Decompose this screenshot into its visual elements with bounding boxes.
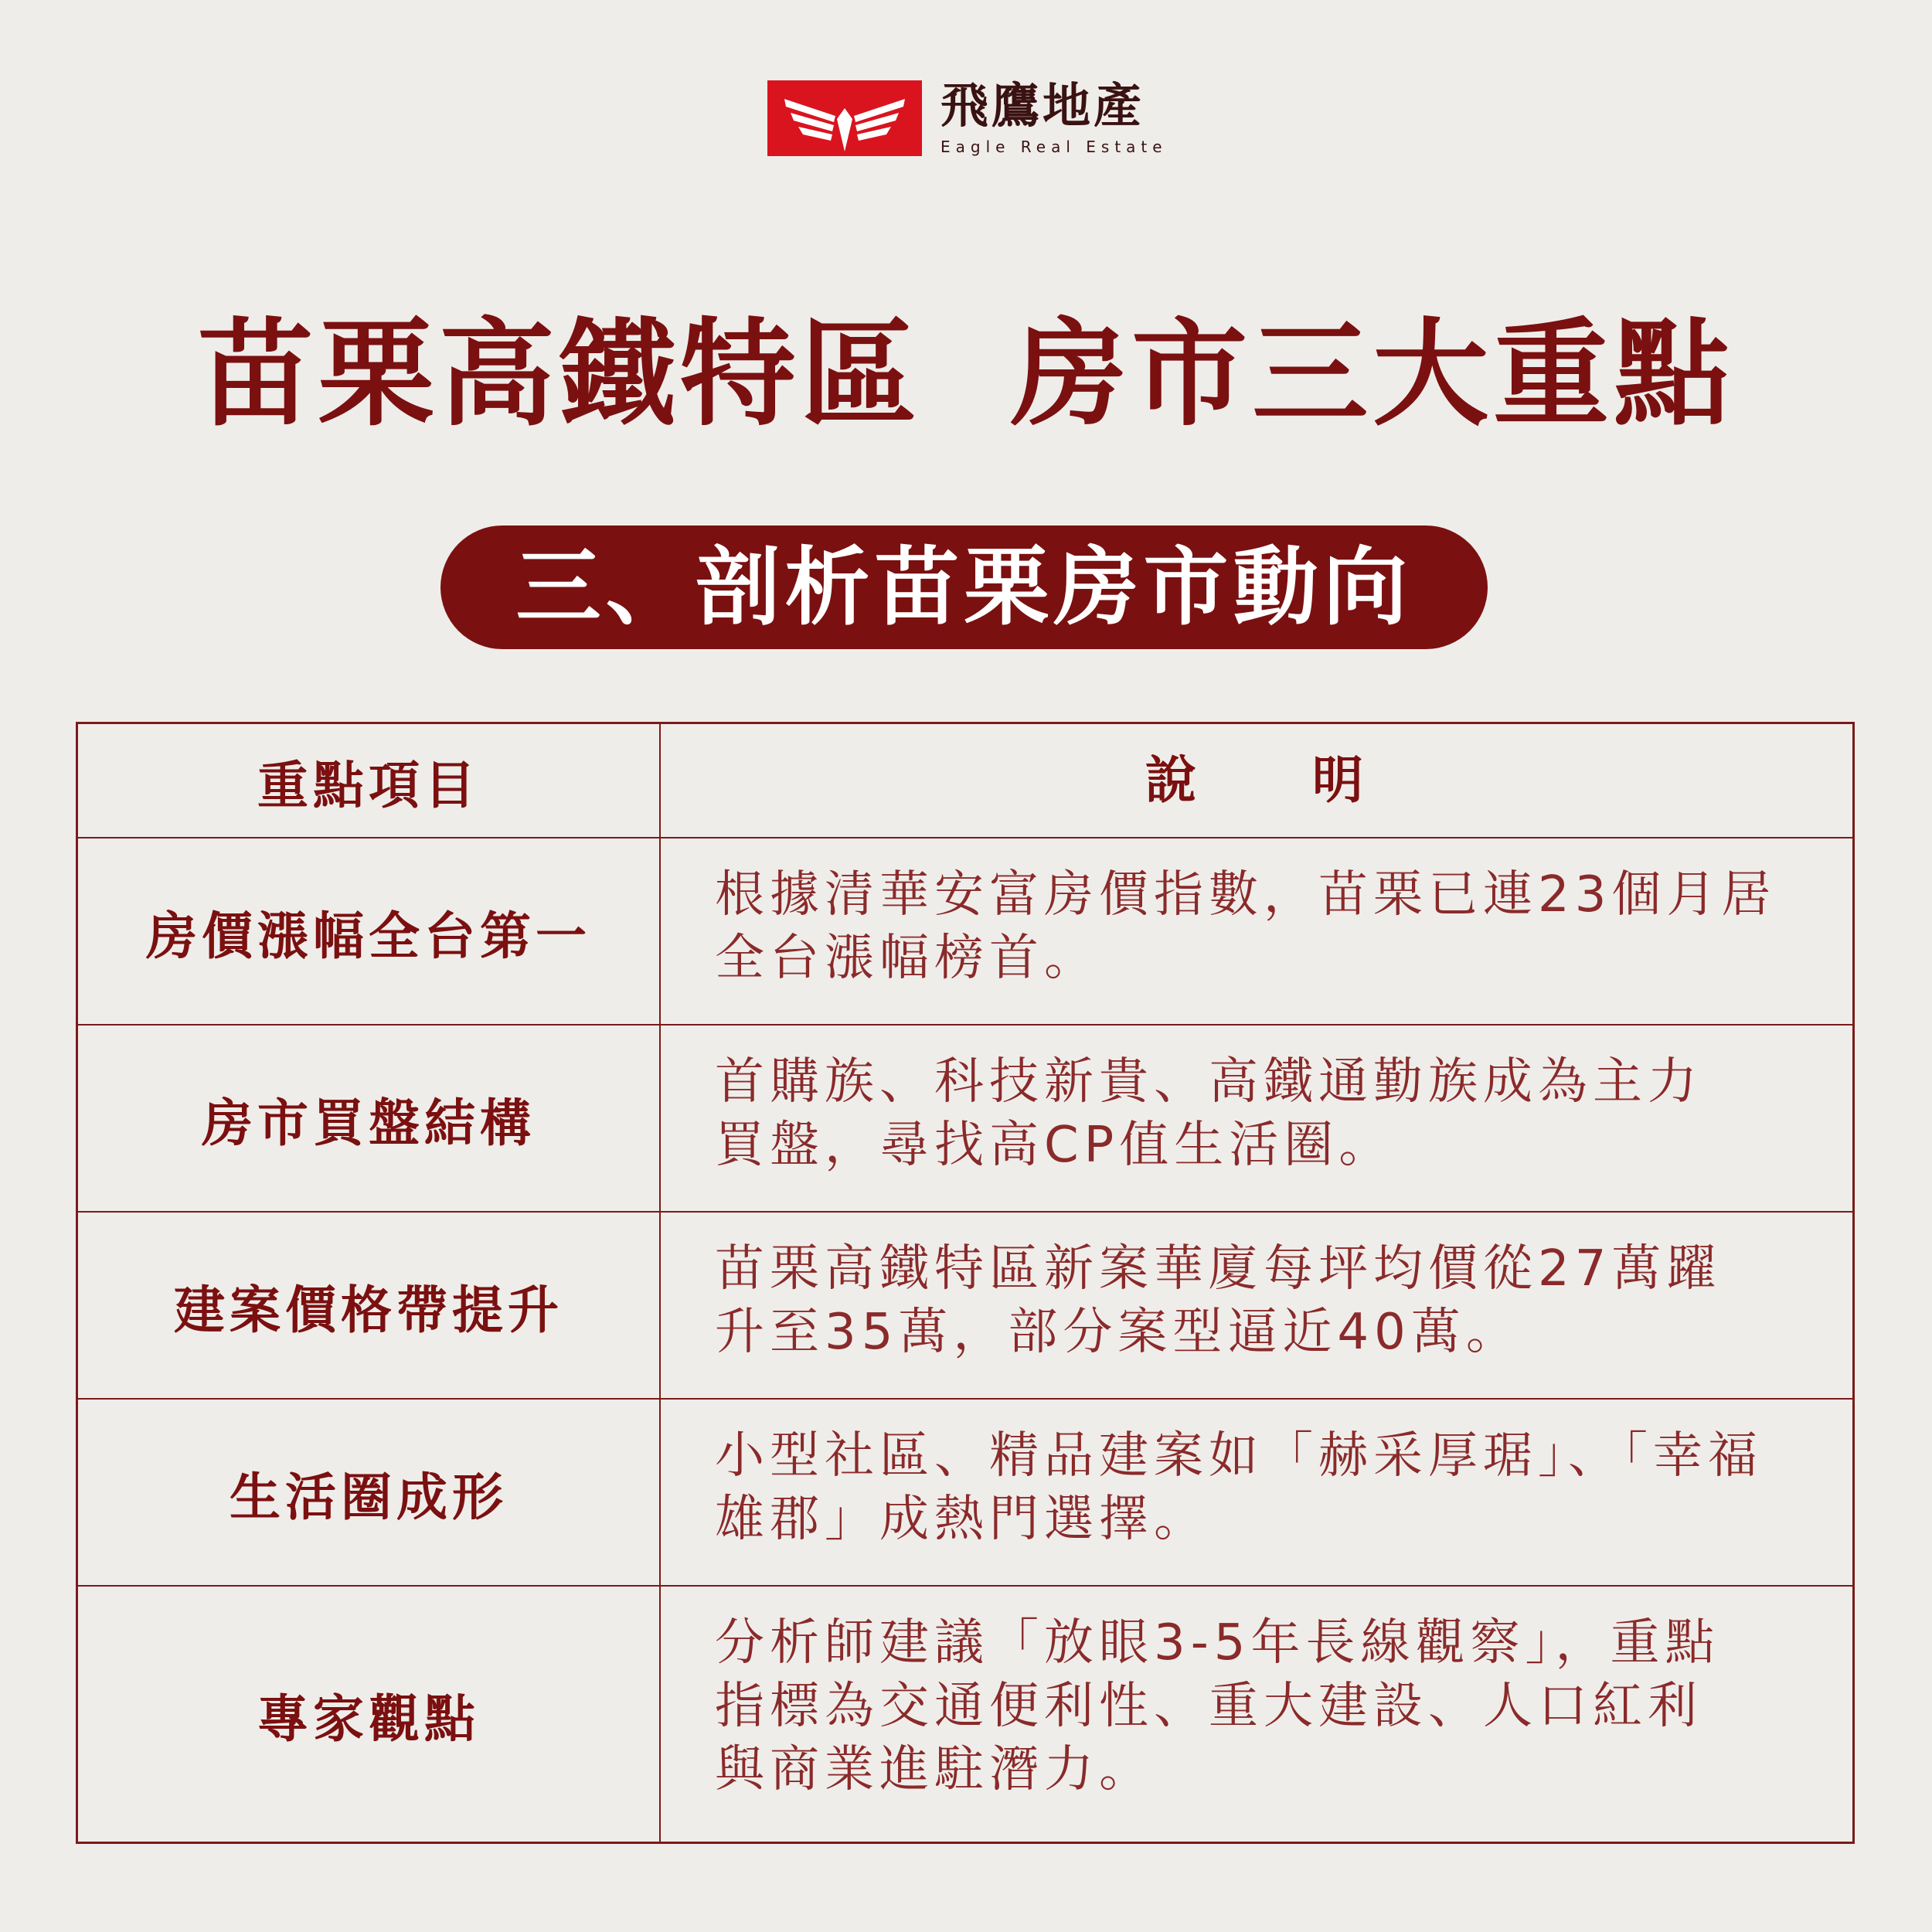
table-header-row [78, 724, 1852, 837]
section-title: 三、剖析苗栗房市動向 [515, 538, 1413, 637]
row-value [661, 1213, 1852, 1398]
row-value-line: 與商業進駐潛力。 [715, 1741, 1154, 1798]
row-value-line: 根據清華安富房價指數，苗栗已連23個月居 [715, 866, 1777, 923]
row-key: 房價漲幅全台第一 [78, 838, 661, 1024]
table-row [78, 1024, 1852, 1211]
row-value-line: 指標為交通便利性、重大建設、人口紅利 [715, 1678, 1702, 1735]
brand-name-en: Eagle Real Estate [940, 138, 1168, 156]
table-row [78, 837, 1852, 1024]
row-value-line: 買盤，尋找高CP值生活圈。 [715, 1117, 1394, 1174]
brand-name-zh: 飛鷹地產 [940, 77, 1145, 134]
brand-logo [767, 77, 1168, 156]
row-value-line: 分析師建議「放眼3-5年長線觀察」，重點 [715, 1614, 1720, 1672]
row-value [661, 838, 1852, 1024]
table-row [78, 1211, 1852, 1398]
row-key: 建案價格帶提升 [78, 1213, 661, 1398]
table-row [78, 1398, 1852, 1585]
row-value-line: 小型社區、精品建案如「赫采厚琚」、「幸福 [715, 1427, 1763, 1485]
row-value [661, 1026, 1852, 1211]
table-row [78, 1585, 1852, 1842]
row-value-line: 首購族、科技新貴、高鐵通勤族成為主力 [715, 1053, 1702, 1111]
row-value-line: 全台漲幅榜首。 [715, 930, 1099, 987]
row-value-line: 苗栗高鐵特區新案華廈每坪均價從27萬躍 [715, 1240, 1722, 1298]
row-key: 房市買盤結構 [78, 1026, 661, 1211]
row-value-line: 升至35萬，部分案型逼近40萬。 [715, 1304, 1521, 1361]
key-points-table [76, 722, 1855, 1844]
section-pill [440, 526, 1488, 649]
header-value: 說 明 [1145, 750, 1368, 810]
row-value [661, 1400, 1852, 1585]
row-key: 生活圈成形 [78, 1400, 661, 1585]
eagle-wings-icon [767, 80, 922, 156]
page-title: 苗栗高鐵特區 房市三大重點 [197, 308, 1735, 442]
header-key: 重點項目 [78, 724, 661, 837]
row-value [661, 1587, 1852, 1842]
row-key: 專家觀點 [78, 1587, 661, 1842]
row-value-line: 雄郡」成熱門選擇。 [715, 1491, 1209, 1548]
